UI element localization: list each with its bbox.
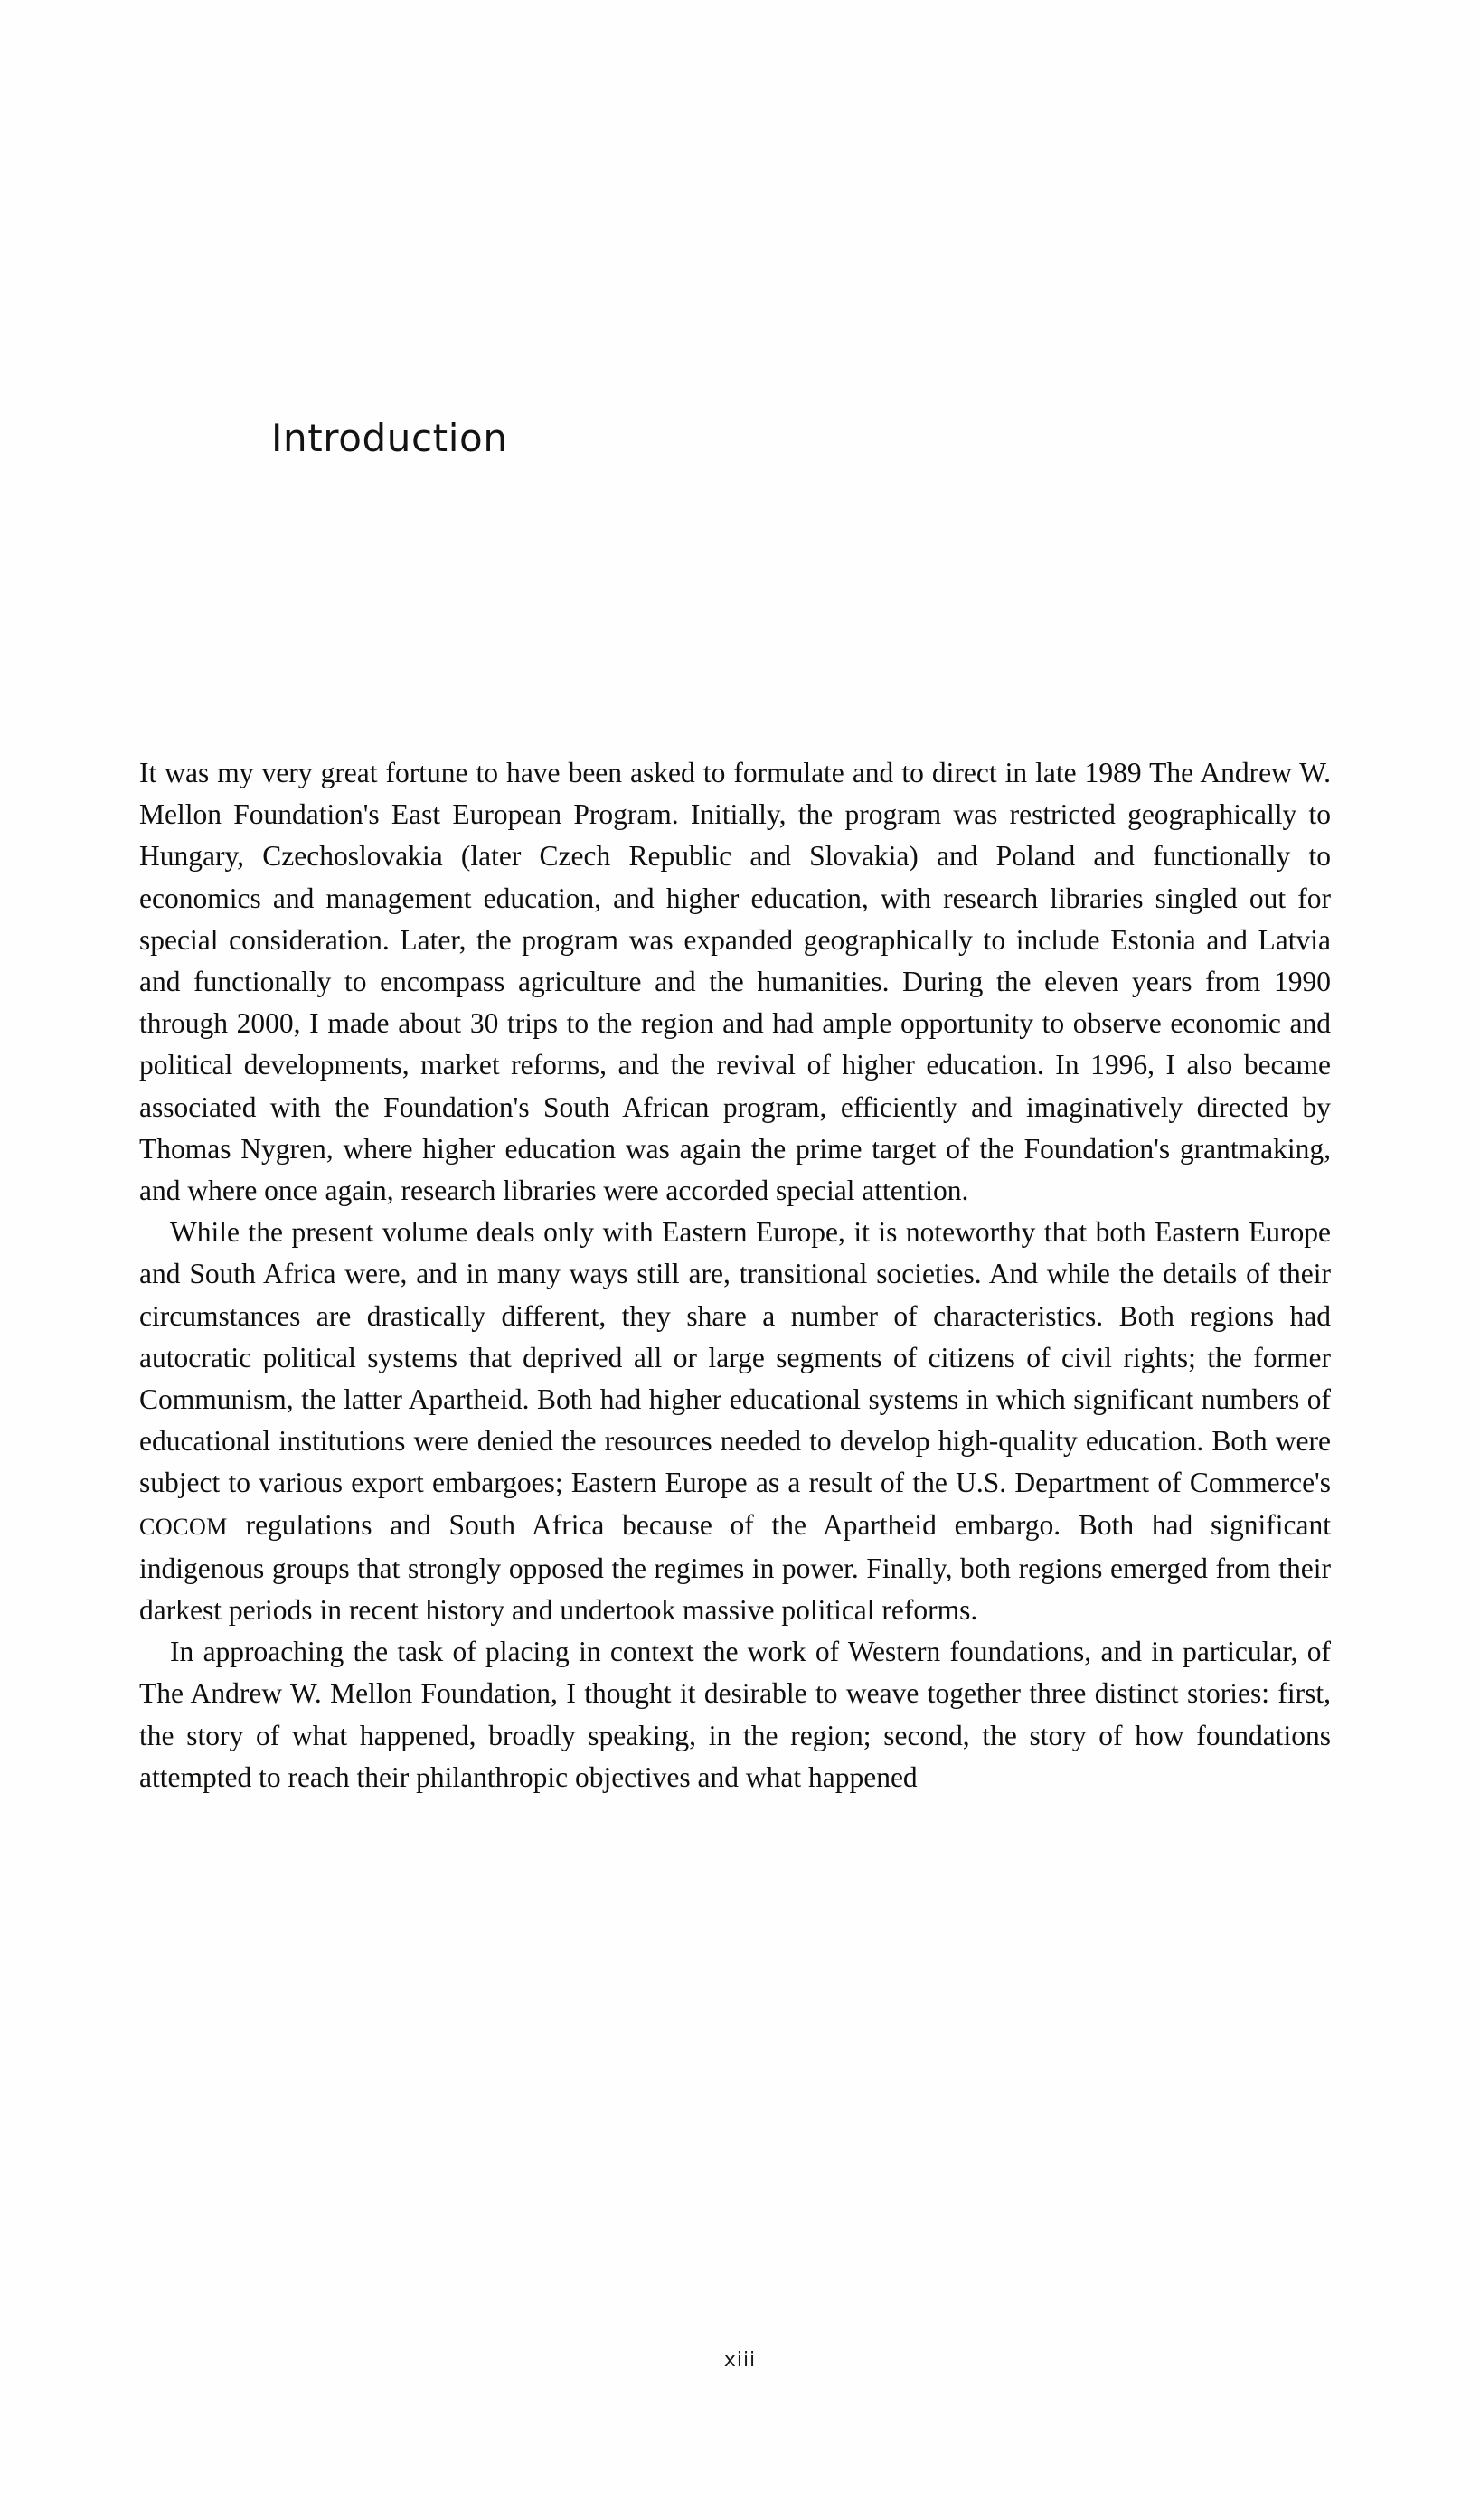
page-number: xiii: [723, 2349, 757, 2372]
page-title: Introduction: [271, 416, 508, 461]
body-text-block: [139, 752, 1331, 1798]
paragraph-2-part-1: While the present volume deals only with Eastern Europe, it is noteworthy that both Eastern Europe and South Africa were, and in many ways still are, transitional societies. And while the details of their circumstances are drastically different, they share a number of characteristics. Both regions had autocratic political systems that deprived all or large segments of citizens of civil rights; the former Communism, the latter Apartheid. Both had higher educational systems in which significant numbers of educational institutions were denied the resources needed to develop high-quality education. Both were subject to various export embargoes; Eastern Europe as a result of the U.S. Department of Commerce's: [139, 1216, 1331, 1499]
paragraph-2-part-2: regulations and South Africa because of the Apartheid embargo. Both had significant indigenous groups that strongly opposed the regimes in power. Finally, both regions emerged from their darkest periods in recent history and undertook massive political reforms.: [139, 1508, 1331, 1627]
paragraph-3: In approaching the task of placing in context the work of Western foundations, and in particular, of The Andrew W. Mellon Foundation, I thought it desirable to weave together three distinct stories: first, the story of what happened, broadly speaking, in the region; second, the story of how foundations attempted to reach their philanthropic objectives and what happened: [139, 1636, 1331, 1793]
paragraph-2: [139, 1212, 1331, 1631]
paragraph-2-smallcaps-term: COCOM: [139, 1513, 228, 1540]
paragraph-1: It was my very great fortune to have been asked to formulate and to direct in late 1989 The Andrew W. Mellon Foundation's East European Program. Initially, the program was restricted geographically to Hungary, Czechoslovakia (later Czech Republic and Slovakia) and Poland and functionally to economics and management education, and higher education, with research libraries singled out for special consideration. Later, the program was expanded geographically to include Estonia and Latvia and functionally to encompass agriculture and the humanities. During the eleven years from 1990 through 2000, I made about 30 trips to the region and had ample opportunity to observe economic and political developments, market reforms, and the revival of higher education. In 1996, I also became associated with the Foundation's South African program, efficiently and imaginatively directed by Thomas Nygren, where higher education was again the prime target of the Foundation's grantmaking, and where once again, research libraries were accorded special attention.: [139, 757, 1331, 1207]
